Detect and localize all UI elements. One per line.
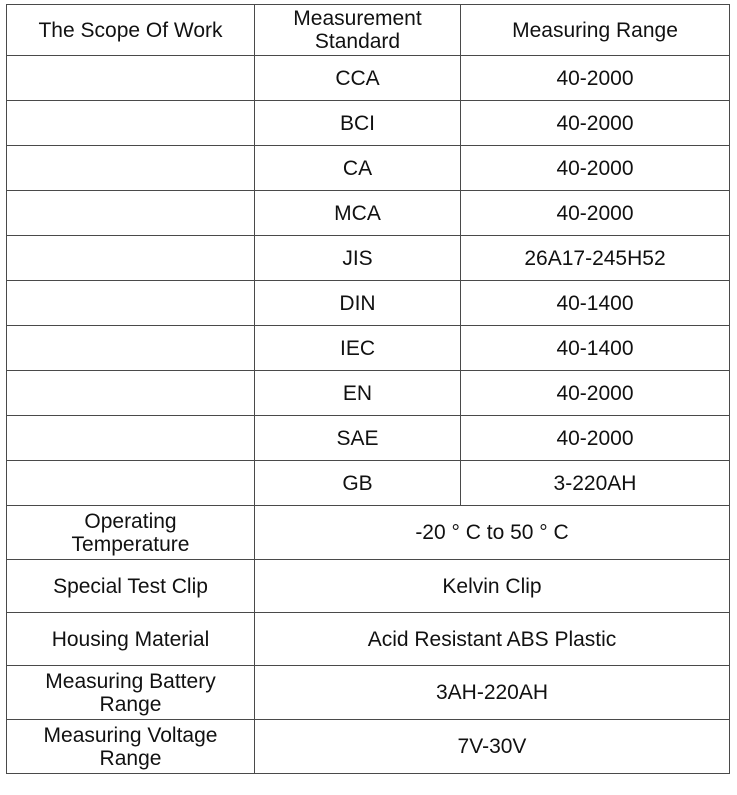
- table-row: [7, 236, 730, 281]
- spec-value: Kelvin Clip: [255, 560, 730, 613]
- table-header-row: [7, 5, 730, 56]
- table-row: [7, 191, 730, 236]
- spec-value: Acid Resistant ABS Plastic: [255, 613, 730, 666]
- standard-cell: SAE: [255, 416, 461, 461]
- standard-cell: JIS: [255, 236, 461, 281]
- standard-cell: DIN: [255, 281, 461, 326]
- spec-label: Housing Material: [7, 613, 255, 666]
- spec-row-measuring-battery-range: [7, 666, 730, 720]
- table-row: [7, 101, 730, 146]
- spec-label: [7, 720, 255, 774]
- spec-row-housing-material: [7, 613, 730, 666]
- header-scope-of-work: The Scope Of Work: [7, 5, 255, 56]
- scope-blank-cell: [7, 101, 255, 146]
- scope-blank-cell: [7, 461, 255, 506]
- spec-row-measuring-voltage-range: [7, 720, 730, 774]
- scope-blank-cell: [7, 371, 255, 416]
- standard-cell: IEC: [255, 326, 461, 371]
- scope-blank-cell: [7, 326, 255, 371]
- range-cell: 40-1400: [461, 326, 730, 371]
- spec-label: [7, 666, 255, 720]
- standard-cell: MCA: [255, 191, 461, 236]
- spec-label-line1: Measuring Voltage: [43, 723, 218, 747]
- spec-value: 3AH-220AH: [255, 666, 730, 720]
- standard-cell: EN: [255, 371, 461, 416]
- standard-cell: CA: [255, 146, 461, 191]
- spec-label-line1: Measuring Battery: [45, 669, 216, 693]
- spec-row-special-test-clip: [7, 560, 730, 613]
- header-standard-line2: Standard: [314, 30, 401, 53]
- range-cell: 40-2000: [461, 146, 730, 191]
- scope-blank-cell: [7, 416, 255, 461]
- range-cell: 40-2000: [461, 56, 730, 101]
- scope-blank-cell: [7, 146, 255, 191]
- table-row: [7, 416, 730, 461]
- scope-blank-cell: [7, 56, 255, 101]
- table-row: [7, 56, 730, 101]
- scope-blank-cell: [7, 281, 255, 326]
- spec-label: [7, 506, 255, 560]
- scope-blank-cell: [7, 191, 255, 236]
- range-cell: 3-220AH: [461, 461, 730, 506]
- range-cell: 40-2000: [461, 371, 730, 416]
- spec-value: 7V-30V: [255, 720, 730, 774]
- header-measuring-range: Measuring Range: [461, 5, 730, 56]
- range-cell: 40-2000: [461, 101, 730, 146]
- range-cell: 26A17-245H52: [461, 236, 730, 281]
- range-cell: 40-2000: [461, 416, 730, 461]
- range-cell: 40-2000: [461, 191, 730, 236]
- table-row: [7, 146, 730, 191]
- standard-cell: BCI: [255, 101, 461, 146]
- table-row: [7, 461, 730, 506]
- specification-table: [6, 4, 730, 774]
- standard-cell: CCA: [255, 56, 461, 101]
- standard-cell: GB: [255, 461, 461, 506]
- scope-blank-cell: [7, 236, 255, 281]
- table-row: [7, 326, 730, 371]
- header-measurement-standard: [255, 5, 461, 56]
- spec-row-operating-temperature: [7, 506, 730, 560]
- table-row: [7, 281, 730, 326]
- range-cell: 40-1400: [461, 281, 730, 326]
- spec-value: -20 ° C to 50 ° C: [255, 506, 730, 560]
- spec-label-line2: Range: [99, 692, 162, 716]
- spec-label-line1: Operating: [84, 509, 177, 533]
- spec-label-line2: Range: [99, 746, 162, 770]
- spec-label-line2: Temperature: [71, 532, 190, 556]
- spec-label: Special Test Clip: [7, 560, 255, 613]
- table-row: [7, 371, 730, 416]
- header-standard-line1: Measurement: [293, 7, 422, 30]
